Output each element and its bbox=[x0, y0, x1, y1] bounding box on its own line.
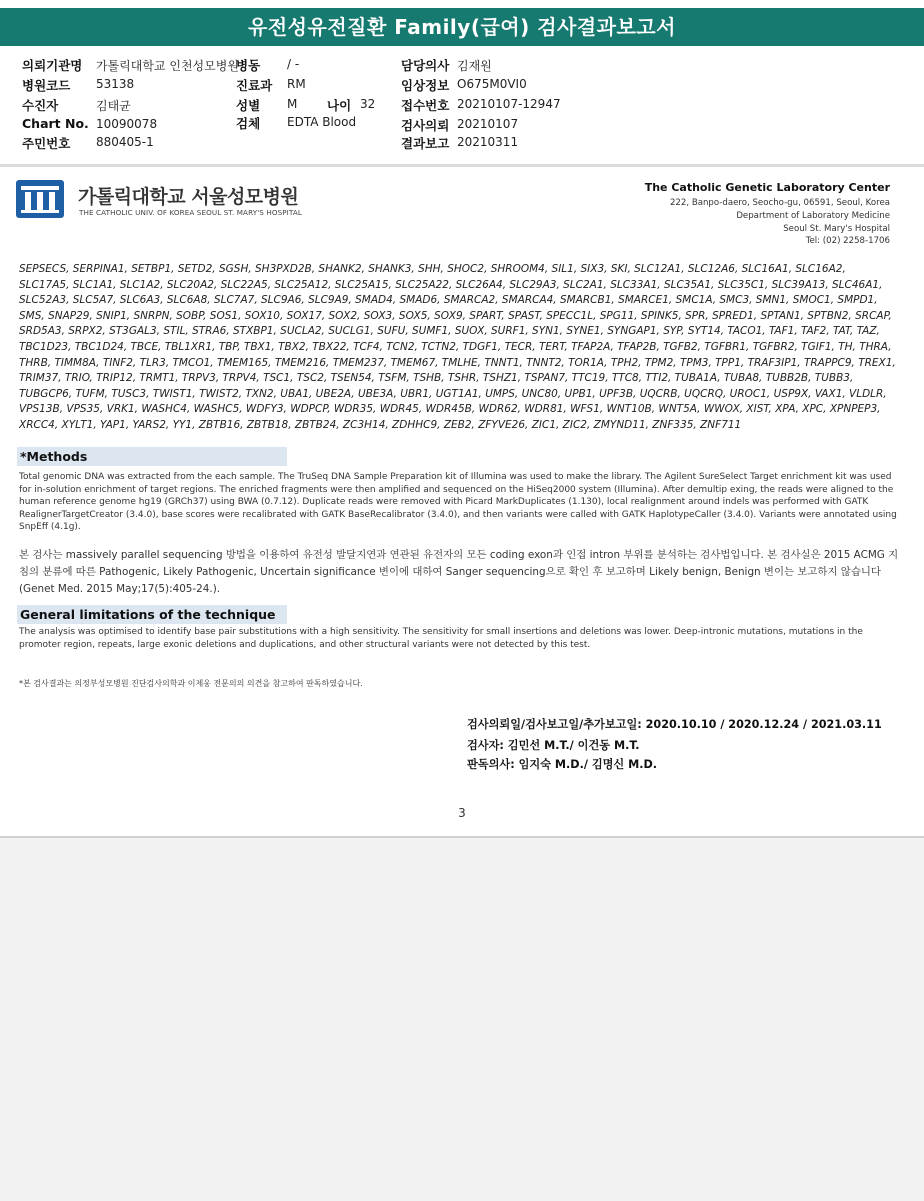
age-label: 나이 bbox=[327, 98, 352, 113]
clinical-value: O675M0VI0 bbox=[457, 77, 527, 91]
ward-value: / - bbox=[287, 57, 300, 71]
testers: 검사자: 김민선 M.T./ 이건동 M.T. bbox=[467, 739, 640, 752]
chart-value: 10090078 bbox=[96, 117, 158, 131]
request-value: 20210107 bbox=[457, 117, 519, 131]
page-bottom-divider bbox=[0, 836, 924, 838]
patient-info-block bbox=[0, 52, 924, 160]
sex-label: 성별 bbox=[236, 98, 261, 113]
age-value: 32 bbox=[360, 97, 376, 111]
doctor-value: 김재원 bbox=[457, 59, 492, 73]
lab-center-tel: Tel: (02) 2258-1706 bbox=[805, 236, 890, 247]
methods-text-ko: 본 검사는 massively parallel sequencing 방법을 이용하여 유전성 발달지연과 연관된 유전자의 모든 coding exon과 인접 intron 부위를 분석하는 검사법입니다. 본 검사실은 2015 ACMG 지침의 분류에 따른 Pathogenic, Likely Pathogenic, Uncertain significance 변이에 대하여 Sanger sequencing으로 확인 후 보고하며 Likely benign, Benign 변이는 보고하지 않습니다(Genet Med. 2015 May;17(5):405-24.). bbox=[19, 549, 899, 595]
result-label: 결과보고 bbox=[401, 136, 450, 151]
hospital-code-value: 53138 bbox=[96, 77, 135, 91]
report-dates: 검사의뢰일/검사보고일/추가보고일: 2020.10.10 / 2020.12.24 / 2021.03.11 bbox=[467, 718, 882, 731]
methods-heading: *Methods bbox=[17, 447, 287, 466]
limitations-text: The analysis was optimised to identify base pair substitutions with a high sensitivity. The sensitivity for small insertions and deletions was lower. Deep-intronic mutations, mutations in the promoter region, repeats, large exonic deletions and duplications, and other structural variants were not detected by this test. bbox=[19, 627, 863, 650]
rrn-label: 주민번호 bbox=[22, 136, 71, 151]
hospital-name-ko: 가톨릭대학교 서울성모병원 bbox=[78, 186, 299, 208]
methods-text-en: Total genomic DNA was extracted from the each sample. The TruSeq DNA Sample Preparation kit of Illumina was used to make the library. The Agilent SureSelect Target enrichment kit was used for in-solution enrichment of target regions. The enriched fragments were then amplified and sequenced on the HiSeq2000 system (Illumina). After demultip exing, the reads were aligned to the human reference genome hg19 (GRCh37) using BWA (0.7.12). Duplicate reads were removed with Picard MarkDuplicates (1.130), local realignment around indels was performed with GATK RealignerTargetCreator (3.4.0), base scores were recalibrated with GATK BaseRecalibrator (3.4.0), and then variants were called with GATK HaplotypeCaller (3.4.0). Variants were annotated using SnpEff (4.1g). bbox=[19, 472, 897, 533]
patient-label: 수진자 bbox=[22, 98, 59, 113]
ward-label: 병동 bbox=[236, 58, 261, 73]
lab-center-department: Department of Laboratory Medicine bbox=[736, 210, 890, 221]
report-title: 유전성유전질환 Family(급여) 검사결과보고서 bbox=[0, 8, 924, 46]
limitations-heading: General limitations of the technique bbox=[17, 605, 287, 624]
dept-value: RM bbox=[287, 77, 306, 91]
receipt-label: 접수번호 bbox=[401, 98, 450, 113]
readers: 판독의사: 임지숙 M.D./ 김명신 M.D. bbox=[467, 758, 658, 771]
specimen-label: 검체 bbox=[236, 116, 261, 131]
hospital-code-label: 병원코드 bbox=[22, 78, 71, 93]
result-value: 20210311 bbox=[457, 135, 519, 149]
patient-value: 김태균 bbox=[96, 99, 131, 113]
hospital-logo-icon bbox=[16, 180, 64, 218]
lab-center-address: 222, Banpo-daero, Seocho-gu, 06591, Seoul, Korea bbox=[669, 198, 890, 208]
lab-center-hospital: Seoul St. Mary's Hospital bbox=[783, 223, 890, 234]
interpretation-note: *본 검사결과는 의정부성모병원 진단검사의학과 이제웅 전문의의 의견을 참고하여 판독하였습니다. bbox=[19, 679, 363, 688]
header-divider bbox=[0, 164, 924, 167]
lab-center-name: The Catholic Genetic Laboratory Center bbox=[644, 181, 890, 194]
lab-center-info bbox=[645, 181, 890, 248]
dept-label: 진료과 bbox=[236, 78, 273, 93]
request-label: 검사의뢰 bbox=[401, 118, 450, 133]
page-number: 3 bbox=[458, 806, 466, 820]
sex-value: M bbox=[287, 97, 298, 111]
institution-value: 가톨릭대학교 인천성모병원 bbox=[96, 59, 239, 73]
doctor-label: 담당의사 bbox=[401, 58, 450, 73]
specimen-value: EDTA Blood bbox=[287, 115, 357, 129]
rrn-value: 880405-1 bbox=[96, 135, 154, 149]
hospital-name-en: THE CATHOLIC UNIV. OF KOREA SEOUL ST. MARY'S HOSPITAL bbox=[79, 208, 302, 217]
institution-label: 의뢰기관명 bbox=[22, 58, 83, 73]
clinical-label: 임상정보 bbox=[401, 78, 450, 93]
chart-label: Chart No. bbox=[22, 116, 89, 131]
receipt-value: 20210107-12947 bbox=[457, 97, 561, 111]
gene-list: SEPSECS, SERPINA1, SETBP1, SETD2, SGSH, SH3PXD2B, SHANK2, SHANK3, SHH, SHOC2, SHROOM4, SIL1, SIX3, SKI, SLC12A1, SLC12A6, SLC16A1, SLC16A2, SLC17A5, SLC1A1, SLC1A2, SLC20A2, SLC22A5, SLC25A12, SLC25A15, SLC25A22, SLC26A4, SLC29A3, SLC2A1, SLC33A1, SLC35A1, SLC35C1, SLC39A13, SLC46A1, SLC52A3, SLC5A7, SLC6A3, SLC6A8, SLC7A7, SLC9A6, SLC9A9, SMAD4, SMAD6, SMARCA2, SMARCA4, SMARCB1, SMARCE1, SMC1A, SMC3, SMN1, SMOC1, SMPD1, SMS, SNAP29, SNIP1, SNRPN, SOBP, SOS1, SOX10, SOX17, SOX2, SOX3, SOX5, SOX9, SPART, SPAST, SPECC1L, SPG11, SPINK5, SPR, SPRED1, SPTAN1, SPTBN2, SRCAP, SRD5A3, SRPX2, ST3GAL3, STIL, STRA6, STXBP1, SUCLA2, SUCLG1, SUFU, SUMF1, SUOX, SURF1, SYN1, SYNE1, SYNGAP1, SYP, SYT14, TACO1, TAF1, TAF2, TAT, TAZ, TBC1D23, TBC1D24, TBCE, TBL1XR1, TBP, TBX1, TBX2, TBX22, TCF4, TCN2, TCTN2, TDGF1, TECR, TERT, TFAP2A, TFAP2B, TGFB2, TGFBR1, TGFBR2, TGIF1, TH, THRA, THRB, TIMM8A, TINF2, TLR3, TMCO1, TMEM165, TMEM216, TMEM237, TMEM67, TMLHE, TNNT1, TNNT2, TOR1A, TPH2, TPM2, TPM3, TPP1, TRAF3IP1, TRAPPC9, TREX1, TRIM37, TRIO, TRIP12, TRMT1, TRPV3, TRPV4, TSC1, TSC2, TSEN54, TSFM, TSHB, TSHR, TSHZ1, TSPAN7, TTC19, TTC8, TTI2, TUBA1A, TUBA8, TUBB2B, TUBB3, TUBGCP6, TUFM, TUSC3, TWIST1, TWIST2, TXN2, UBA1, UBE2A, UBE3A, UBR1, UGT1A1, UMPS, UNC80, UPB1, UPF3B, UQCRB, UQCRQ, UROC1, USP9X, VAX1, VLDLR, VPS13B, VPS35, VRK1, WASHC4, WASHC5, WDFY3, WDPCP, WDR35, WDR45, WDR45B, WDR62, WDR81, WFS1, WNT10B, WNT5A, WWOX, XIST, XPA, XPC, XPNPEP3, XRCC4, XYLT1, YAP1, YARS2, YY1, ZBTB16, ZBTB18, ZBTB24, ZC3H14, ZDHHC9, ZEB2, ZFYVE26, ZIC1, ZIC2, ZMYND11, ZNF335, ZNF711 bbox=[19, 263, 896, 431]
